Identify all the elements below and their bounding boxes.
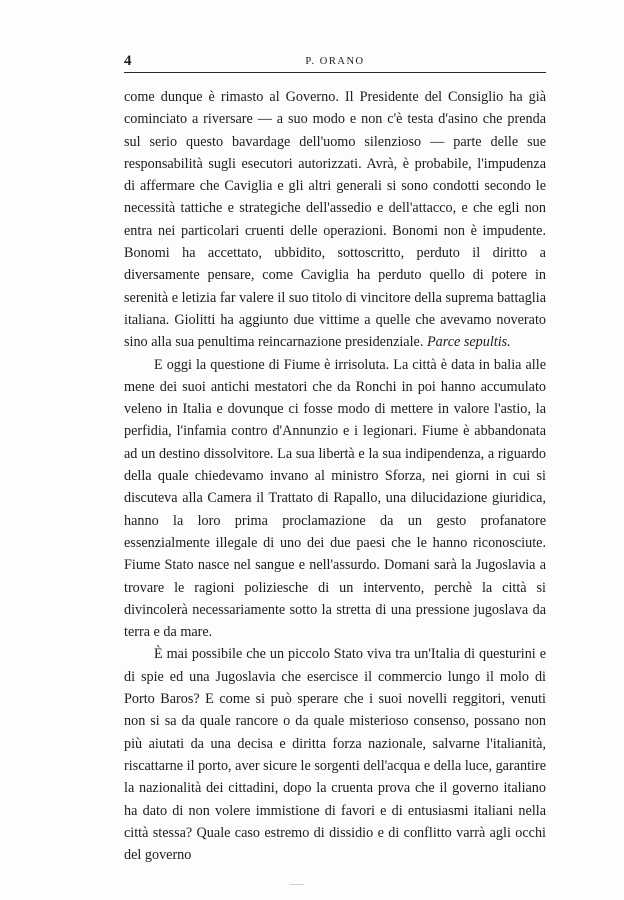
paragraph-1-text: come dunque è rimasto al Governo. Il Presidente del Consiglio ha già cominciato a riversare — a suo modo e non c'è testa d'asino che prenda sul serio questo bavardage dell'uomo silenzioso — parte delle sue responsabilità sugli esecutori autorizzati. Avrà, è probabile, l'impudenza di affermare che Caviglia e gli altri generali si sono condotti secondo le necessità tattiche e strategiche dell'assedio e dell'attacco, e che egli non entra nei particolari cruenti delle operazioni. Bonomi non è impudente. Bonomi ha accettato, ubbidito, sottoscritto, perduto il diritto a diversamente pensare, come Caviglia ha perduto quello di potere in serenità e letizia far valere il suo titolo di vincitore della suprema battaglia italiana. Giolitti ha aggiunto due vittime a quelle che avevamo noverato sino alla sua penultima reincarnazione presidenziale. [124,89,546,351]
header-rule [124,72,546,73]
page-header [124,52,546,74]
paragraph-3: È mai possibile che un piccolo Stato viva tra un'Italia di questurini e di spie ed una Jugoslavia che esercisce il commercio lungo il molo di Porto Baros? E come si può sperare che i suoi novelli reggitori, venuti non si sa da quale rancore o da quale misterioso consenso, possano non più aiutati da una decisa e diritta forza nazionale, salvarne l'italianità, riscattarne il porto, aver sicure le sorgenti dell'acqua e della luce, garantire la nazionalità dei cittadini, dopo la cruenta prova che il governo italiano ha dato di non volere immistione di favori e di entusiasmi italiani nella città stessa? Quale caso estremo di dissidio e di conflitto varrà agli occhi del governo [124,646,546,864]
running-head-author: P. ORANO [305,56,365,67]
page-bottom-mark [290,884,304,885]
body-text [124,86,546,866]
page-number: 4 [124,53,132,69]
latin-phrase: Parce sepultis. [426,334,511,351]
paragraph-2: E oggi la questione di Fiume è irrisoluta. La città è data in balia alle mene dei suoi antichi mestatori che da Ronchi in poi hanno accumulato veleno in Italia e dovunque ci fosse modo di mettere in valore l'astio, la perfidia, l'infamia contro d'Annunzio e i legionari. Fiume è abbandonata ad un destino dissolvitore. La sua libertà e la sua indipendenza, a riguardo della quale chiedevamo invano al ministro Sforza, nei giorni in cui si discuteva alla Camera il Trattato di Rapallo, una dilucidazione giuridica, hanno la loro prima proclamazione da un gesto profanatore essenzialmente illegale di uno dei due paesi che le hanno riconosciute. Fiume Stato nasce nel sangue e nell'assurdo. Domani sarà la Jugoslavia a trovare le ragioni poliziesche di un intervento, perchè la città si divincolerà necessariamente sotto la stretta di una pressione jugoslava da terra e da mare. [124,356,546,641]
paragraph-1 [124,86,546,354]
